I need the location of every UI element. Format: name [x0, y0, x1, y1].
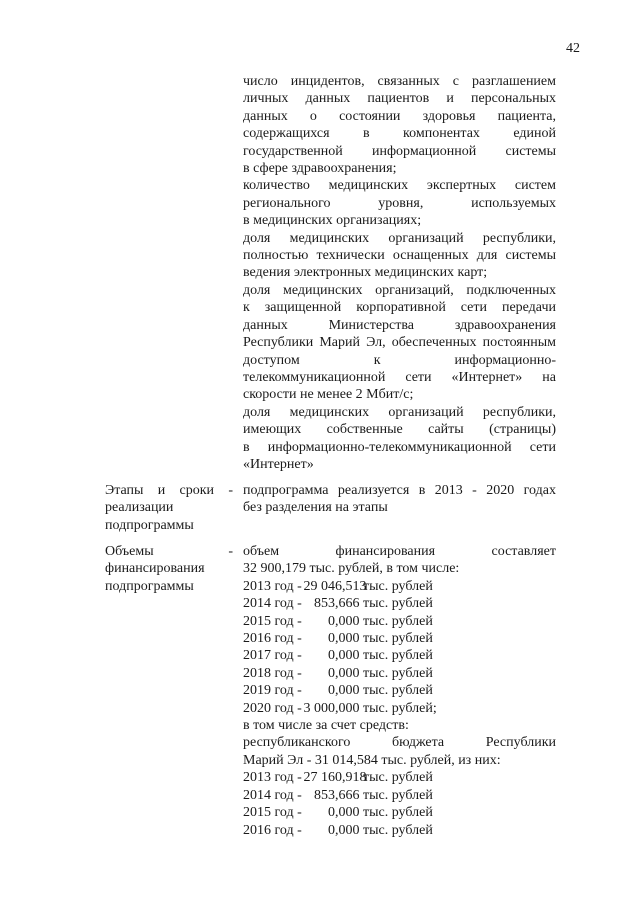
year-row	[243, 700, 556, 717]
year-amount: 0,000	[328, 805, 360, 821]
indicator-line: в сфере здравоохранения;	[243, 161, 397, 177]
year-row	[243, 578, 556, 595]
year-unit: тыс. рублей	[363, 648, 433, 664]
funding-label	[105, 543, 233, 595]
year-amount: 0,000	[328, 683, 360, 699]
funding-intro-line: объем финансирования составляет	[243, 544, 556, 559]
year-row	[243, 647, 556, 664]
indicator-line: государственной информационной системы	[243, 143, 556, 159]
republic-by-year-list	[243, 769, 556, 839]
page-number: 42	[566, 41, 580, 56]
year-unit: тыс. рублей	[363, 805, 433, 821]
total-by-year-list	[243, 578, 556, 717]
funding-label-line: финансирования	[105, 561, 205, 577]
indicator-line: количество медицинских экспертных систем	[243, 178, 556, 194]
year-label: 2019 год -	[243, 683, 302, 699]
year-amount: 0,000	[328, 613, 360, 629]
indicator-line: доступом к информационно-	[243, 352, 556, 368]
year-amount: 0,000	[328, 665, 360, 681]
year-amount: 853,666	[314, 787, 360, 803]
year-row	[243, 822, 556, 839]
indicator-line: в медицинских организациях;	[243, 213, 422, 229]
year-row	[243, 665, 556, 682]
indicator-line: имеющих собственные сайты (страницы)	[243, 422, 556, 438]
indicators-text	[243, 73, 556, 473]
indicator-line: личных данных пациентов и персональных	[243, 91, 556, 107]
stages-label-line: реализации	[105, 500, 174, 516]
year-label: 2013 год -	[243, 578, 302, 594]
indicator-line: «Интернет»	[243, 456, 314, 472]
year-amount: 3 000,000	[303, 700, 360, 716]
funding-intro-line: 32 900,179 тыс. рублей, в том числе:	[243, 561, 460, 577]
year-amount: 29 046,513	[303, 578, 367, 594]
funding-label-dash: -	[228, 544, 233, 559]
year-label: 2015 год -	[243, 805, 302, 821]
year-row	[243, 804, 556, 821]
year-amount: 0,000	[328, 648, 360, 664]
year-amount: 0,000	[328, 631, 360, 647]
indicator-line: доля медицинских организаций республики,	[243, 230, 556, 246]
indicator-line: регионального уровня, используемых	[243, 195, 556, 211]
indicator-line: доля медицинских организаций, подключенных	[243, 282, 556, 298]
indicator-line: полностью технически оснащенных для системы	[243, 248, 556, 264]
indicator-line: в информационно-телекоммуникационной сети	[243, 439, 556, 455]
indicator-line: ведения электронных медицинских карт;	[243, 265, 488, 281]
year-unit: тыс. рублей	[363, 578, 433, 594]
year-row	[243, 787, 556, 804]
year-unit: тыс. рублей	[363, 683, 433, 699]
stages-label-line: подпрограммы	[105, 517, 194, 533]
indicator-line: к защищенной корпоративной сети передачи	[243, 300, 556, 316]
year-label: 2018 год -	[243, 665, 302, 681]
year-label: 2016 год -	[243, 822, 302, 838]
year-row	[243, 595, 556, 612]
indicator-line: скорости не менее 2 Мбит/с;	[243, 387, 414, 403]
year-row	[243, 613, 556, 630]
republic-budget-line: Марий Эл - 31 014,584 тыс. рублей, из них:	[243, 752, 501, 768]
indicator-line: данных о состоянии здоровья пациента,	[243, 108, 556, 124]
year-amount: 853,666	[314, 596, 360, 612]
indicator-line: Республики Марий Эл, обеспеченных постоянным	[243, 335, 556, 351]
year-amount: 0,000	[328, 822, 360, 838]
indicator-line: данных Министерства здравоохранения	[243, 317, 556, 333]
stages-label	[105, 482, 233, 534]
year-unit: тыс. рублей	[363, 613, 433, 629]
year-unit: тыс. рублей	[363, 822, 433, 838]
stages-value-line: подпрограмма реализуется в 2013 - 2020 годах	[243, 483, 556, 498]
year-row	[243, 630, 556, 647]
indicator-line: число инцидентов, связанных с разглашением	[243, 74, 556, 89]
year-unit: тыс. рублей	[363, 596, 433, 612]
stages-label-line: Этапы и сроки -	[105, 483, 233, 498]
year-amount: 27 160,918	[303, 770, 367, 786]
year-unit: тыс. рублей;	[363, 700, 437, 716]
year-label: 2013 год -	[243, 770, 302, 786]
funding-label-word: Объемы	[105, 544, 154, 559]
year-unit: тыс. рублей	[363, 631, 433, 647]
funding-sources-line: в том числе за счет средств:	[243, 718, 409, 734]
year-row	[243, 769, 556, 786]
year-label: 2015 год -	[243, 613, 302, 629]
indicator-line: доля медицинских организаций республики,	[243, 404, 556, 420]
republic-budget-line: республиканского бюджета Республики	[243, 735, 556, 751]
year-unit: тыс. рублей	[363, 787, 433, 803]
funding-label-line: подпрограммы	[105, 578, 194, 594]
year-row	[243, 682, 556, 699]
year-unit: тыс. рублей	[363, 770, 433, 786]
indicator-line: содержащихся в компонентах единой	[243, 126, 556, 142]
stages-value-line: без разделения на этапы	[243, 500, 388, 516]
year-label: 2014 год -	[243, 787, 302, 803]
indicator-line: телекоммуникационной сети «Интернет» на	[243, 369, 556, 385]
stages-value	[243, 482, 556, 517]
year-label: 2014 год -	[243, 596, 302, 612]
year-label: 2016 год -	[243, 631, 302, 647]
year-label: 2020 год -	[243, 700, 302, 716]
year-label: 2017 год -	[243, 648, 302, 664]
funding-value	[243, 543, 556, 839]
year-unit: тыс. рублей	[363, 665, 433, 681]
funding-label-first-line	[105, 543, 233, 560]
